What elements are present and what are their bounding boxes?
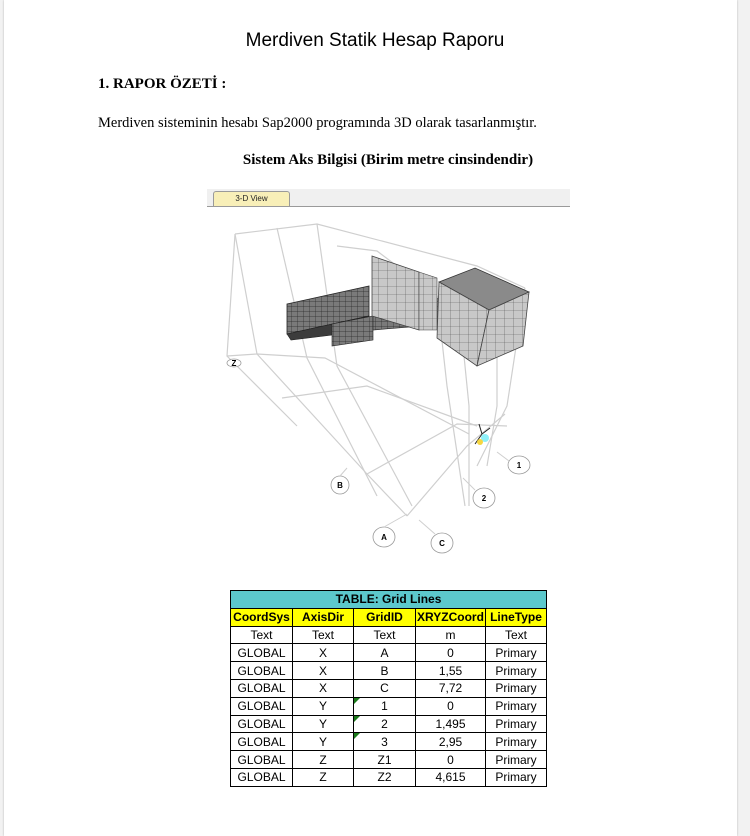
report-title: Merdiven Statik Hesap Raporu — [245, 30, 505, 51]
table-row — [231, 733, 547, 751]
figure-caption: Sistem Aks Bilgisi (Birim metre cinsindendir) — [242, 152, 534, 168]
table-cell: Z1 — [354, 751, 416, 769]
table-cell: X — [293, 679, 354, 697]
grid-bubble-z — [227, 359, 241, 368]
table-cell: GLOBAL — [231, 679, 293, 697]
table-cell: GLOBAL — [231, 768, 293, 786]
view-window-header — [207, 189, 570, 207]
table-row — [231, 644, 547, 662]
table-row — [231, 768, 547, 786]
svg-text:1: 1 — [516, 461, 522, 470]
table-cell: GLOBAL — [231, 662, 293, 680]
table-cell: Y — [293, 715, 354, 733]
grid-bubble-a — [373, 527, 395, 547]
header-xryzcoord: XRYZCoord — [417, 610, 484, 625]
header-linetype: LineType — [486, 608, 547, 626]
table-header-row — [231, 608, 547, 626]
grid-bubble-b — [331, 476, 349, 494]
table-cell: 2,95 — [416, 733, 486, 751]
grid-bubble-1 — [508, 456, 530, 474]
table-row — [231, 751, 547, 769]
table-cell: GLOBAL — [231, 715, 293, 733]
table-cell: 2 — [354, 715, 416, 733]
axis-triad — [475, 424, 490, 445]
grid-bubble-2 — [473, 488, 495, 508]
table-cell: B — [354, 662, 416, 680]
3d-model-view — [207, 206, 570, 566]
header-coordsys: CoordSys — [231, 608, 293, 626]
svg-text:C: C — [439, 539, 445, 548]
table-row — [231, 715, 547, 733]
table-cell: 7,72 — [416, 679, 486, 697]
unit-cell: Text — [231, 626, 293, 644]
svg-text:Z: Z — [231, 359, 237, 368]
table-cell: GLOBAL — [231, 697, 293, 715]
header-axisdir: AxisDir — [293, 608, 354, 626]
unit-cell: m — [416, 626, 486, 644]
table-cell: 0 — [416, 697, 486, 715]
table-cell: Y — [293, 697, 354, 715]
table-cell: Z — [293, 768, 354, 786]
table-cell: Z2 — [354, 768, 416, 786]
svg-text:2: 2 — [481, 494, 487, 503]
grid-lines-table — [230, 590, 547, 787]
table-cell: Primary — [486, 733, 547, 751]
table-cell: Primary — [486, 662, 547, 680]
table-cell: 1 — [354, 697, 416, 715]
table-cell: X — [293, 644, 354, 662]
table-row — [231, 679, 547, 697]
table-cell: C — [354, 679, 416, 697]
table-cell: GLOBAL — [231, 751, 293, 769]
table-cell: 1,495 — [416, 715, 486, 733]
svg-text:A: A — [381, 533, 387, 542]
table-cell: Primary — [486, 715, 547, 733]
table-cell: GLOBAL — [231, 733, 293, 751]
table-cell: A — [354, 644, 416, 662]
table-cell: X — [293, 662, 354, 680]
svg-text:B: B — [337, 481, 343, 490]
table-row — [231, 662, 547, 680]
table-cell: 0 — [416, 751, 486, 769]
table-cell: 3 — [354, 733, 416, 751]
summary-paragraph: Merdiven sisteminin hesabı Sap2000 programında 3D olarak tasarlanmıştır. — [98, 115, 537, 131]
table-cell: 0 — [416, 644, 486, 662]
grid-bubble-c — [431, 533, 453, 553]
header-gridid: GridID — [354, 608, 416, 626]
table-cell: Primary — [486, 768, 547, 786]
unit-cell: Text — [354, 626, 416, 644]
table-cell: Z — [293, 751, 354, 769]
unit-cell: Text — [486, 626, 547, 644]
3d-view-tab[interactable]: 3-D View — [213, 191, 290, 206]
table-row — [231, 697, 547, 715]
table-cell: Primary — [486, 697, 547, 715]
units-row — [231, 626, 547, 644]
unit-cell: Text — [293, 626, 354, 644]
table-cell: Primary — [486, 751, 547, 769]
section-heading: 1. RAPOR ÖZETİ : — [98, 76, 227, 92]
table-cell: Y — [293, 733, 354, 751]
table-cell: Primary — [486, 644, 547, 662]
document-page — [4, 0, 737, 836]
table-cell: Primary — [486, 679, 547, 697]
table-cell: 1,55 — [416, 662, 486, 680]
table-cell: GLOBAL — [231, 644, 293, 662]
table-cell: 4,615 — [416, 768, 486, 786]
table-caption: TABLE: Grid Lines — [231, 591, 547, 609]
